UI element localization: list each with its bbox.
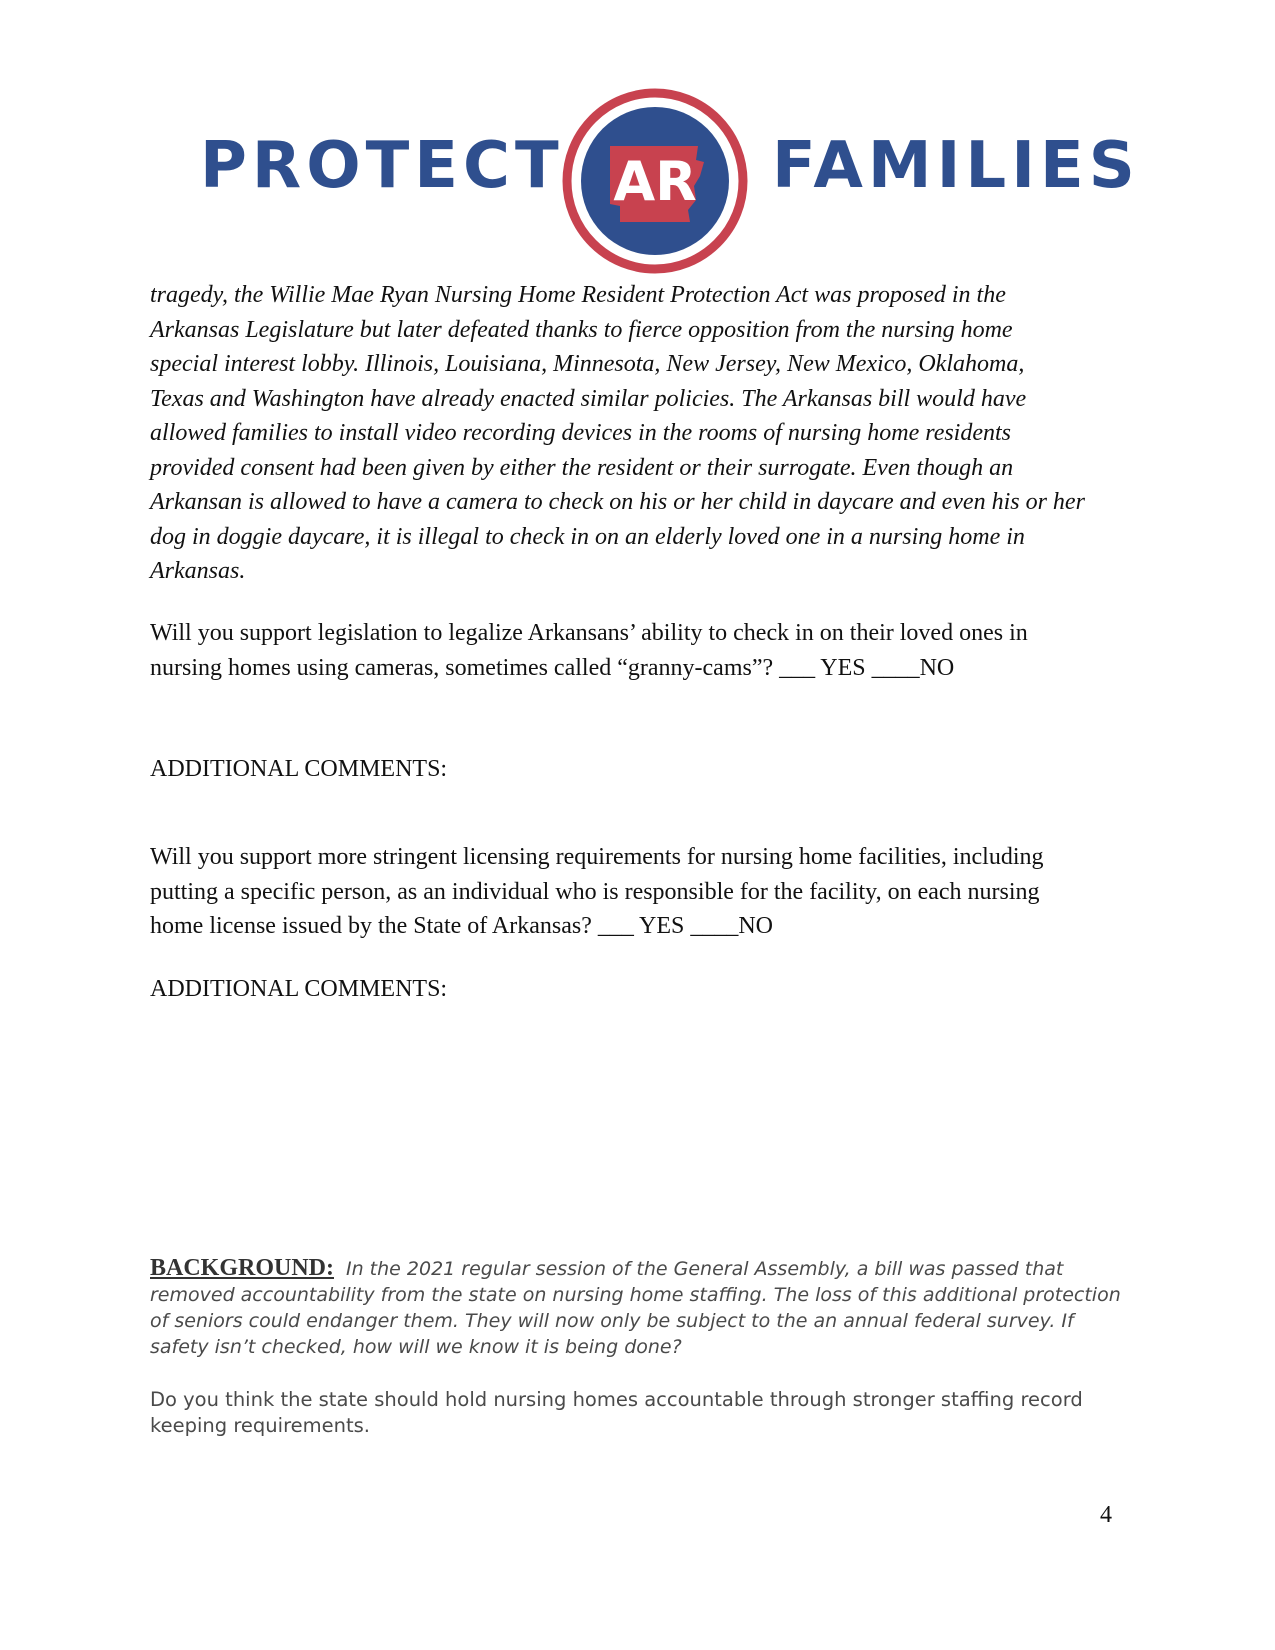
question-line: Will you support more stringent licensing requirements for nursing home facilities, including	[150, 844, 1044, 870]
additional-comments-label-2: ADDITIONAL COMMENTS:	[150, 976, 448, 1002]
intro-line: dog in doggie daycare, it is illegal to check in on an elderly loved one in a nursing home in	[150, 523, 1025, 550]
intro-line: tragedy, the Willie Mae Ryan Nursing Home Resident Protection Act was proposed in the	[150, 282, 1006, 308]
background-heading: BACKGROUND:	[150, 1255, 334, 1281]
intro-paragraph	[150, 278, 1140, 589]
intro-line: provided consent had been given by either the resident or their surrogate. Even though an	[150, 454, 1014, 481]
question-line: home license issued by the State of Arkansas? ___ YES ____NO	[150, 913, 774, 939]
question-licensing-requirements	[150, 840, 1140, 944]
background-question	[150, 1387, 1150, 1439]
intro-line: Texas and Washington have already enacted similar policies. The Arkansas bill would have	[150, 385, 1027, 412]
protect-ar-families-logo	[200, 88, 1140, 274]
question-line: putting a specific person, as an individual who is responsible for the facility, on each nursing	[150, 878, 1040, 905]
intro-line: allowed families to install video recording devices in the rooms of nursing home residents	[150, 420, 1012, 446]
background-line: safety isn’t checked, how will we know it is being done?	[150, 1336, 682, 1358]
background-line: of seniors could endanger them. They will now only be subject to the an annual federal survey. If	[150, 1310, 1074, 1332]
background-section	[150, 1255, 1150, 1360]
question-line: nursing homes using cameras, sometimes called “granny-cams”? ___ YES ____NO	[150, 654, 955, 681]
background-line: removed accountability from the state on nursing home staffing. The loss of this additional protection	[150, 1284, 1121, 1306]
additional-comments-label-1: ADDITIONAL COMMENTS:	[150, 756, 448, 782]
background-line: In the 2021 regular session of the General Assembly, a bill was passed that	[346, 1258, 1064, 1280]
logo-word-protect: PROTECT	[200, 129, 564, 203]
logo-word-families: FAMILIES	[772, 129, 1140, 203]
question-line: Will you support legislation to legalize Arkansans’ ability to check in on their loved ones in	[150, 620, 1028, 646]
intro-line: special interest lobby. Illinois, Louisiana, Minnesota, New Jersey, New Mexico, Oklahoma,	[150, 351, 1025, 377]
intro-line: Arkansas.	[150, 558, 246, 584]
background-question-line: keeping requirements.	[150, 1414, 371, 1437]
arkansas-seal-icon	[562, 88, 748, 274]
page-number: 4	[1100, 1502, 1112, 1528]
background-question-line: Do you think the state should hold nursing homes accountable through stronger staffing record	[150, 1388, 1083, 1411]
question-granny-cams	[150, 616, 1140, 685]
intro-line: Arkansan is allowed to have a camera to check on his or her child in daycare and even his or her	[150, 489, 1085, 515]
background-first-line	[150, 1255, 1150, 1282]
intro-line: Arkansas Legislature but later defeated thanks to fierce opposition from the nursing home	[150, 316, 1013, 343]
logo-seal-text: AR	[613, 150, 697, 213]
